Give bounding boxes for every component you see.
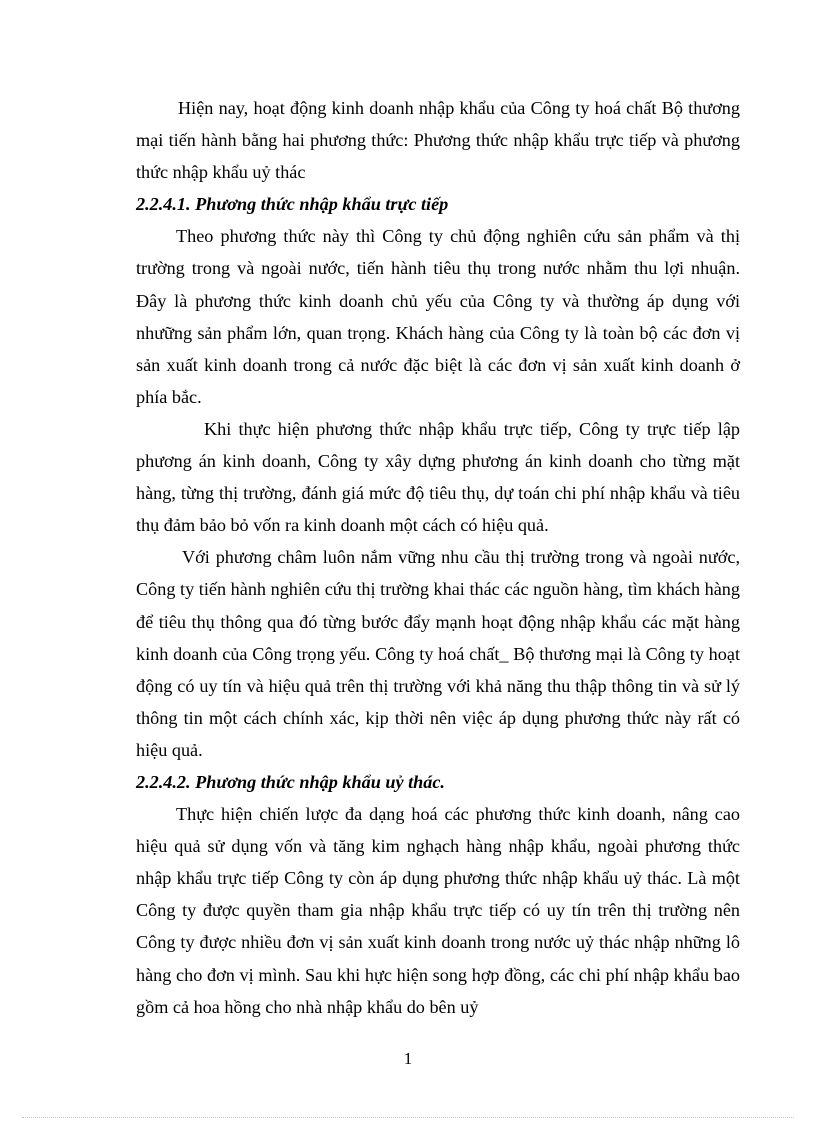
intro-paragraph: Hiện nay, hoạt động kinh doanh nhập khẩu của Công ty hoá chất Bộ thương mại tiến hành bằng hai phương thức: Phương thức nhập khẩu trực tiếp và phương thức nhập khẩu uỷ thác [136,98,740,183]
direct-import-paragraph: Theo phương thức này thì Công ty chủ động nghiên cứu sản phẩm và thị trường trong và ngoài nước, tiến hành tiêu thụ trong nước nhằm thu lợi nhuận. Đây là phương thức kinh doanh chủ yếu của Công ty và thường áp dụng với nhưững sản phẩm lớn, quan trọng. Khách hàng của Công ty là toàn bộ các đơn vị sản xuất kinh doanh trong cả nước đặc biệt là các đơn vị sản xuất kinh doanh ở phía bắc. [136,226,740,407]
page-number: 1 [403,1049,413,1068]
section-heading-entrusted-import: 2.2.4.2. Phương thức nhập khẩu uỷ thác. [136,771,445,792]
document-body [136,92,740,1023]
market-research-paragraph: Với phương châm luôn nắm vững nhu cầu thị trường trong và ngoài nước, Công ty tiến hành nghiên cứu thị trường khai thác các nguồn hàng, tìm khách hàng để tiêu thụ thông qua đó từng bước đẩy mạnh hoạt động nhập khẩu các mặt hàng kinh doanh của Công trọng yếu. Công ty hoá chất_ Bộ thương mại là Công ty hoạt động có uy tín và hiệu quả trên thị trường với khả năng thu thập thông tin và sử lý thông tin một cách chính xác, kịp thời nên việc áp dụng phương thức này rất có hiệu quả. [136,547,740,760]
section-heading-direct-import: 2.2.4.1. Phương thức nhập khẩu trực tiếp [136,194,449,215]
entrusted-import-paragraph: Thực hiện chiến lược đa dạng hoá các phương thức kinh doanh, nâng cao hiệu quả sử dụng vốn và tăng kim nghạch hàng nhập khẩu, ngoài phương thức nhập khẩu trực tiếp Công ty còn áp dụng phương thức nhập khẩu uỷ thác. Là một Công ty được quyền tham gia nhập khẩu trực tiếp có uy tín trên thị trường nên Công ty được nhiều đơn vị sản xuất kinh doanh trong nước uỷ thác nhập những lô hàng cho đơn vị mình. Sau khi hực hiện song hợp đồng, các chi phí nhập khẩu bao gồm cả hoa hồng cho nhà nhập khẩu do bên uỷ [136,804,740,1017]
page-bottom-border [22,1117,794,1118]
direct-import-procedure-paragraph: Khi thực hiện phương thức nhập khẩu trực tiếp, Công ty trực tiếp lập phương án kinh doanh, Công ty xây dựng phương án kinh doanh cho từng mặt hàng, từng thị trường, đánh giá mức độ tiêu thụ, dự toán chi phí nhập khẩu và tiêu thụ đảm bảo bỏ vốn ra kinh doanh một cách có hiệu quả. [136,418,740,536]
